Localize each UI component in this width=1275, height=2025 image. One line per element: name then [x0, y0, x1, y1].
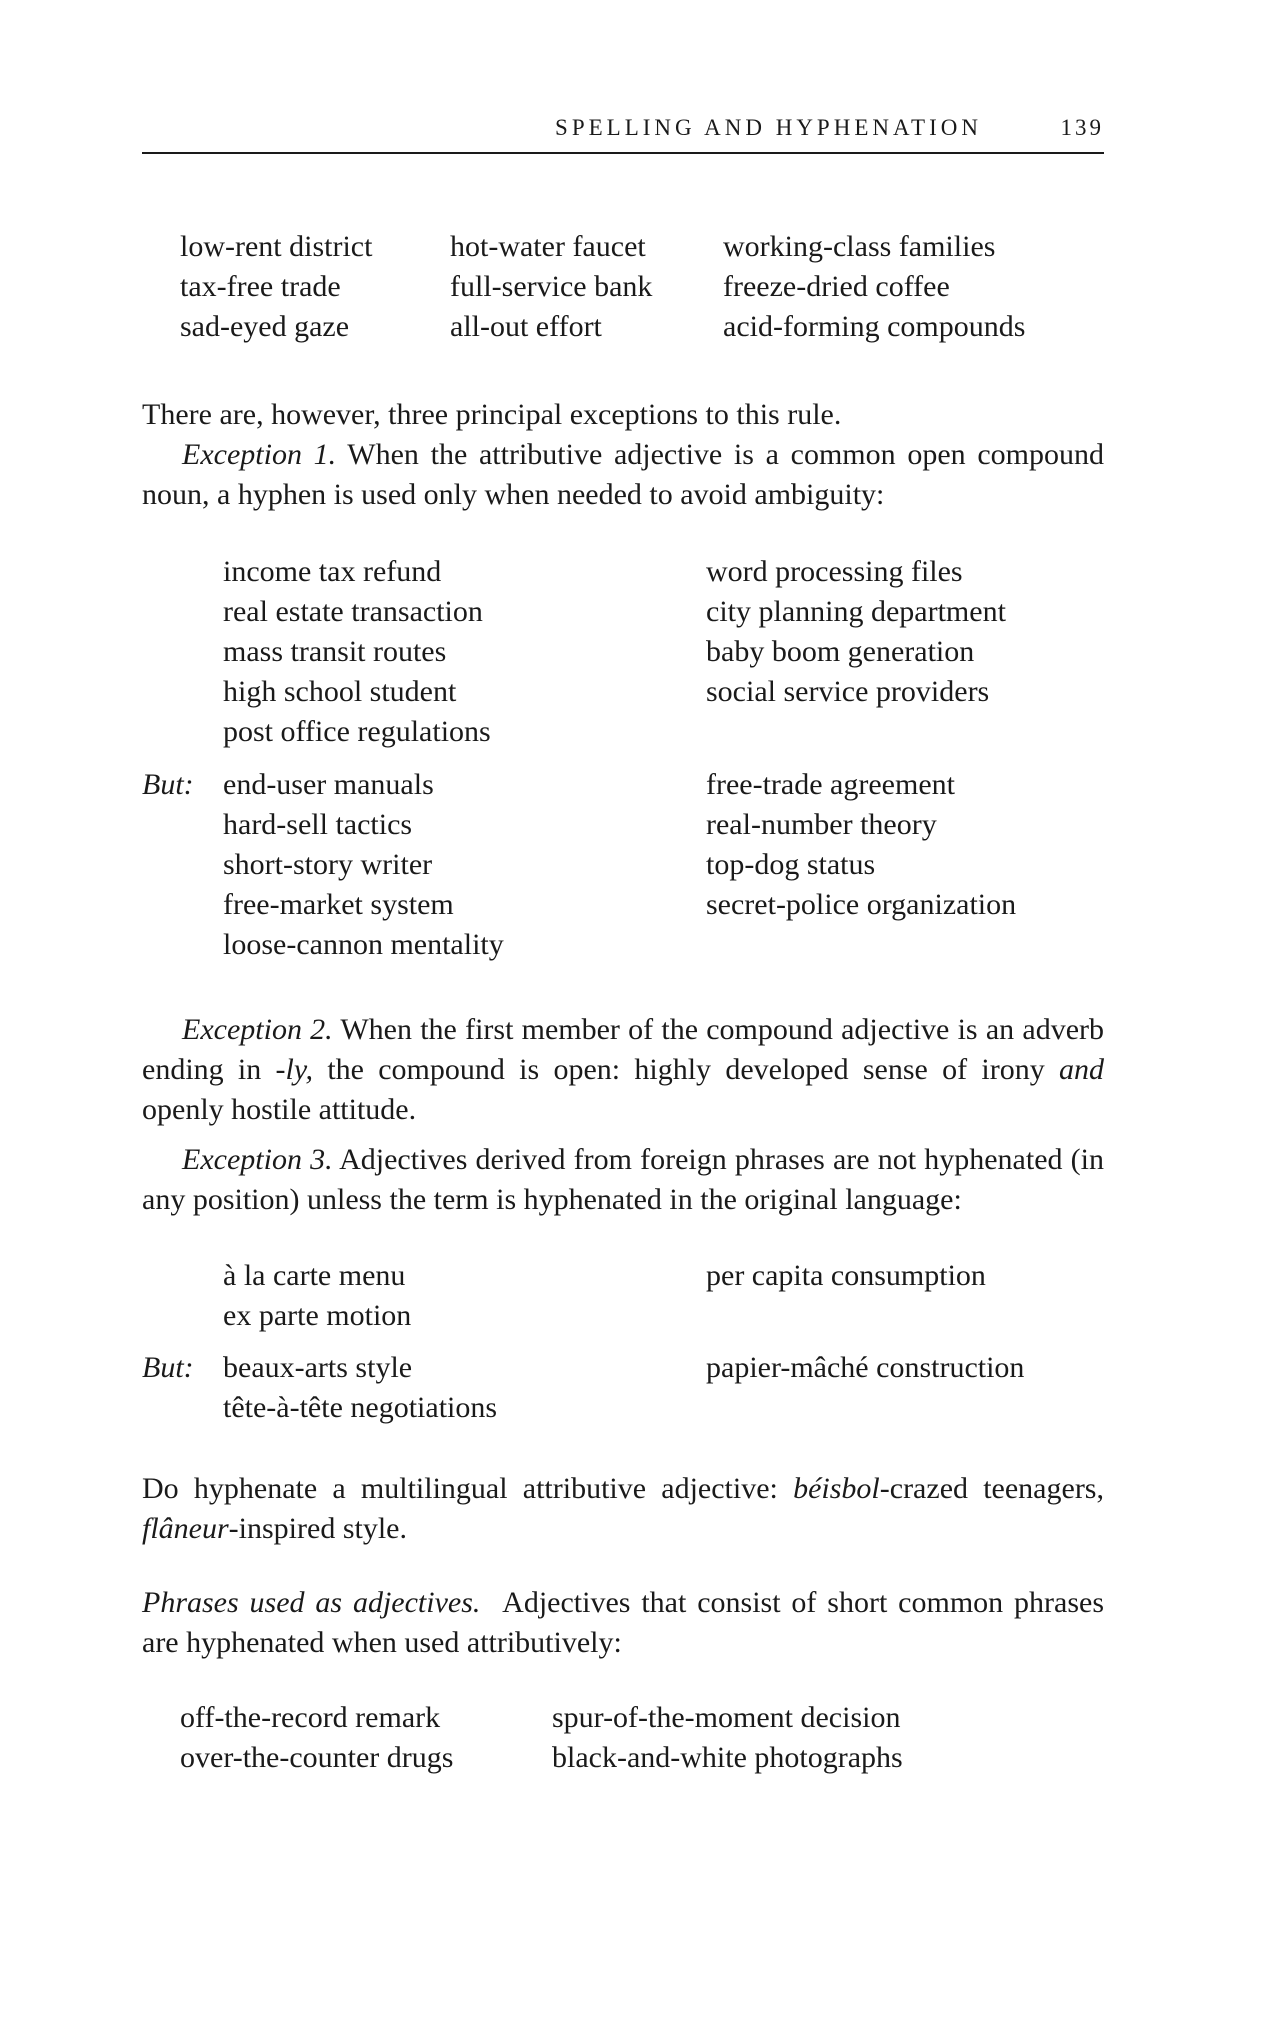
list-item: baby boom generation: [706, 635, 975, 668]
foreign-word-flaneur: flâneur: [142, 1512, 229, 1545]
list-item: free-market system: [223, 888, 454, 921]
exception-2-label: Exception 2.: [182, 1013, 333, 1046]
list-item: all-out effort: [450, 310, 602, 343]
page-number: 139: [1060, 115, 1104, 140]
list-item: hot-water faucet: [450, 230, 646, 263]
list-item: mass transit routes: [223, 635, 447, 668]
foreign-word-beisbol: béisbol: [793, 1472, 880, 1505]
running-title: SPELLING AND HYPHENATION: [555, 115, 982, 140]
but-compound-list-1: [223, 765, 1083, 965]
list-item: working-class families: [723, 230, 996, 263]
list-item: sad-eyed gaze: [180, 310, 350, 343]
list-item: over-the-counter drugs: [180, 1741, 454, 1774]
foreign-phrase-list-col-2: [706, 1256, 986, 1296]
list-item: freeze-dried coffee: [723, 270, 950, 303]
compound-list-1-col-2: [450, 227, 652, 347]
but-compound-list-1-col-1: [223, 765, 504, 965]
foreign-phrase-list-col-1: [223, 1256, 411, 1336]
compound-list-1: [180, 227, 1080, 347]
list-item: hard-sell tactics: [223, 808, 413, 841]
list-item: tête-à-tête negotiations: [223, 1391, 498, 1424]
open-compound-list: [223, 552, 1083, 752]
list-item: acid-forming compounds: [723, 310, 1026, 343]
list-item: full-service bank: [450, 270, 653, 303]
list-item: real-number theory: [706, 808, 937, 841]
but-compound-list-2-col-2: [706, 1348, 1024, 1388]
list-item: ex parte motion: [223, 1299, 412, 1332]
list-item: city planning department: [706, 595, 1006, 628]
list-item: top-dog status: [706, 848, 876, 881]
list-item: real estate transaction: [223, 595, 483, 628]
phrase-adjective-list: [180, 1698, 1080, 1778]
but-compound-list-2-col-1: [223, 1348, 497, 1428]
multilingual-paragraph: [142, 1469, 1104, 1549]
phrases-text: Adjectives that consist of short common phrases are hyphenated when used attributively:: [142, 1586, 1104, 1659]
exception-2-paragraph: [142, 1010, 1104, 1130]
list-item: social service providers: [706, 675, 990, 708]
running-head: [142, 108, 1104, 154]
compound-list-1-col-3: [723, 227, 1025, 347]
exception-3-text: Adjectives derived from foreign phrases are not hyphenated (in any position) unless the term is hyphenated in the original language:: [142, 1143, 1104, 1216]
phrases-run-in-head: Phrases used as adjectives.: [142, 1586, 481, 1619]
but-label-2: But:: [142, 1351, 194, 1384]
multilingual-text: -crazed teenagers,: [879, 1472, 1104, 1505]
list-item: low-rent district: [180, 230, 373, 263]
but-compound-list-1-col-2: [706, 765, 1016, 925]
phrase-adjective-list-col-2: [552, 1698, 903, 1778]
but-compound-list-2: [223, 1348, 1083, 1428]
multilingual-text: Do hyphenate a multilingual attributive adjective:: [142, 1472, 794, 1505]
list-item: end-user manuals: [223, 768, 434, 801]
foreign-phrase-list: [223, 1256, 1083, 1336]
ly-suffix: -ly,: [275, 1053, 314, 1086]
list-item: off-the-record remark: [180, 1701, 441, 1734]
list-item: word processing files: [706, 555, 963, 588]
open-compound-list-col-2: [706, 552, 1006, 712]
exception-2-text: openly hostile attitude.: [142, 1093, 417, 1126]
list-item: tax-free trade: [180, 270, 341, 303]
exception-2-text: When the first member of the compound adjective is an adverb ending in: [142, 1013, 1104, 1086]
but-label-1: But:: [142, 768, 194, 801]
list-item: high school student: [223, 675, 457, 708]
exception-1-text: When the attributive adjective is a common open compound noun, a hyphen is used only when needed to avoid ambiguity:: [142, 438, 1104, 511]
list-item: beaux-arts style: [223, 1351, 413, 1384]
and-word: and: [1059, 1053, 1104, 1086]
list-item: loose-cannon mentality: [223, 928, 504, 961]
list-item: papier-mâché construction: [706, 1351, 1025, 1384]
list-item: spur-of-the-moment decision: [552, 1701, 901, 1734]
exception-2-text: the compound is open: highly developed sense of irony: [313, 1053, 1059, 1086]
list-item: black-and-white photographs: [552, 1741, 903, 1774]
list-item: secret-police organization: [706, 888, 1017, 921]
phrase-adjective-list-col-1: [180, 1698, 453, 1778]
intro-paragraph: There are, however, three principal exceptions to this rule.: [142, 398, 842, 431]
list-item: free-trade agreement: [706, 768, 955, 801]
open-compound-list-col-1: [223, 552, 491, 752]
exception-3-paragraph: [142, 1140, 1104, 1220]
exception-3-label: Exception 3.: [182, 1143, 333, 1176]
list-item: post office regulations: [223, 715, 491, 748]
phrases-paragraph: [142, 1583, 1104, 1663]
list-item: short-story writer: [223, 848, 433, 881]
exception-1-paragraph: [142, 435, 1104, 515]
list-item: income tax refund: [223, 555, 442, 588]
list-item: per capita consumption: [706, 1259, 986, 1292]
multilingual-text: -inspired style.: [228, 1512, 407, 1545]
compound-list-1-col-1: [180, 227, 372, 347]
exception-1-label: Exception 1.: [182, 438, 337, 471]
list-item: à la carte menu: [223, 1259, 406, 1292]
